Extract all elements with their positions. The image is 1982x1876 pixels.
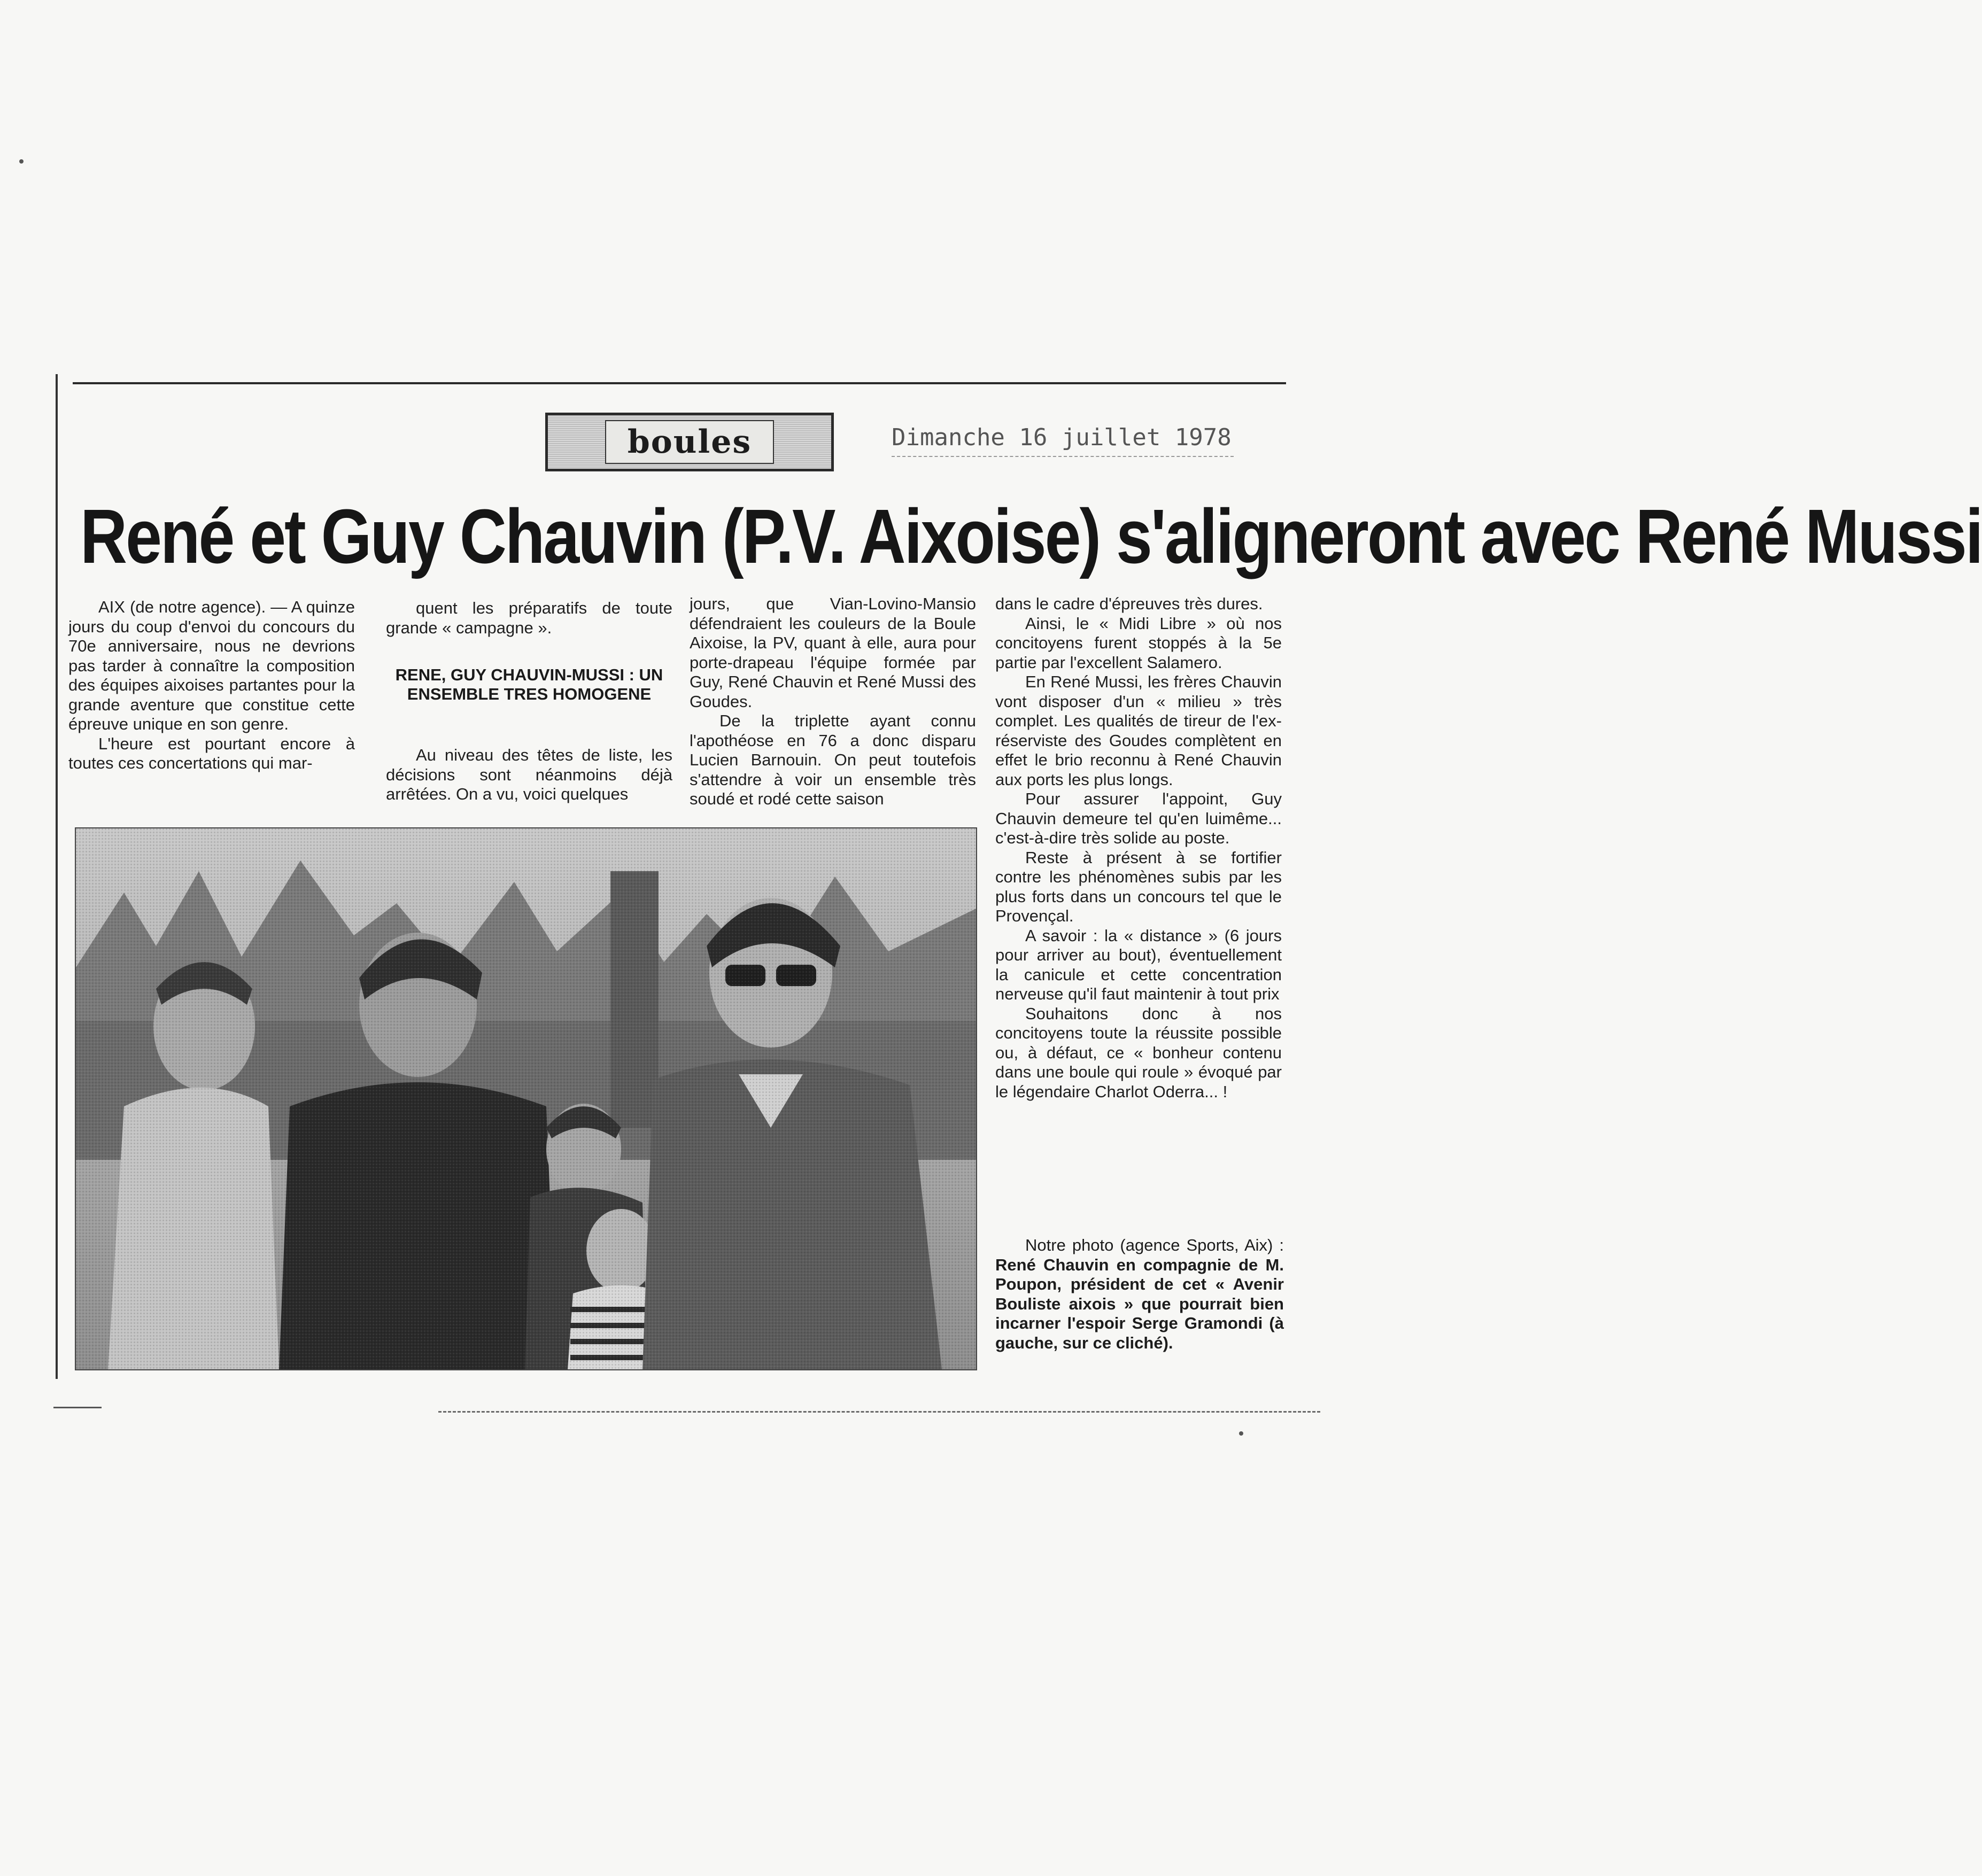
paragraph: Au niveau des têtes de liste, les décisions sont néanmoins déjà arrêtées. On a vu, voici quelques <box>386 746 672 803</box>
photo-caption <box>995 1236 1284 1353</box>
rubric-label: boules <box>605 420 774 464</box>
paragraph: Pour assurer l'appoint, Guy Chauvin demeure tel qu'en luimême... c'est-à-dire très solide au poste. <box>995 789 1282 847</box>
rubric-banner <box>545 413 834 471</box>
photo-illustration <box>76 828 976 1369</box>
caption-lead: Notre photo (agence Sports, Aix) : <box>1025 1236 1284 1254</box>
caption-bold: René Chauvin en compagnie de M. Poupon, président de cet « Avenir Bouliste aixois » que pourrait bien incarner l'espoir Serge Gramondi (à gauche, sur ce cliché). <box>995 1255 1284 1352</box>
paragraph: De la triplette ayant connu l'apothéose en 76 a donc disparu Lucien Barnouin. On peut toutefois s'attendre à voir un ensemble très soudé et rodé cette saison <box>690 711 976 808</box>
subheading: RENE, GUY CHAUVIN-MUSSI : UN ENSEMBLE TRES HOMOGENE <box>395 665 663 703</box>
paragraph: Reste à présent à se fortifier contre les phénomènes subis par les plus forts dans un concours tel que le Provençal. <box>995 848 1282 925</box>
column-1 <box>68 598 355 773</box>
date-stamp: Dimanche 16 juillet 1978 <box>892 424 1234 457</box>
column-3 <box>690 594 976 809</box>
column-2-continued <box>386 746 672 804</box>
paragraph: En René Mussi, les frères Chauvin vont disposer d'un « milieu » très complet. Les qualités de tireur de l'ex-réserviste des Goudes complètent en effet le brio reconnu à René Chauvin aux ports les plus longs. <box>995 672 1282 789</box>
paragraph: quent les préparatifs de toute grande « campagne ». <box>386 599 672 637</box>
column-4 <box>995 594 1282 1102</box>
left-border-rule <box>56 374 58 1379</box>
paper-speck <box>19 159 24 164</box>
paragraph: AIX (de notre agence). — A quinze jours du coup d'envoi du concours du 70e anniversaire, nous ne devrions pas tarder à connaître la composition des équipes aixoises partantes pour la grande aventure que constitue cette épreuve unique en son genre. <box>68 598 355 733</box>
headline: René et Guy Chauvin (P.V. Aixoise) s'aligneront avec René Mussi <box>80 493 1982 579</box>
paragraph: Souhaitons donc à nos concitoyens toute la réussite possible ou, à défaut, ce « bonheur contenu dans une boule qui roule » évoqué par le légendaire Charlot Oderra... ! <box>995 1004 1282 1101</box>
bottom-cut-line <box>438 1411 1320 1413</box>
paragraph: Ainsi, le « Midi Libre » où nos concitoyens furent stoppés à la 5e partie par l'excellent Salamero. <box>995 614 1282 672</box>
news-photo <box>75 827 977 1370</box>
bottom-rule-fragment <box>53 1407 102 1408</box>
top-rule <box>73 382 1286 384</box>
paper-speck <box>1239 1431 1243 1436</box>
paragraph: A savoir : la « distance » (6 jours pour arriver au bout), éventuellement la canicule et cette concentration nerveuse qu'il faut maintenir à tout prix <box>995 926 1282 1003</box>
paragraph: jours, que Vian-Lovino-Mansio défendraient les couleurs de la Boule Aixoise, la PV, quant à elle, aura pour porte-drapeau l'équipe formée par Guy, René Chauvin et René Mussi des Goudes. <box>690 594 976 711</box>
paragraph: dans le cadre d'épreuves très dures. <box>995 594 1263 613</box>
paragraph: L'heure est pourtant encore à toutes ces concertations qui mar- <box>68 734 355 772</box>
column-2 <box>386 599 672 638</box>
